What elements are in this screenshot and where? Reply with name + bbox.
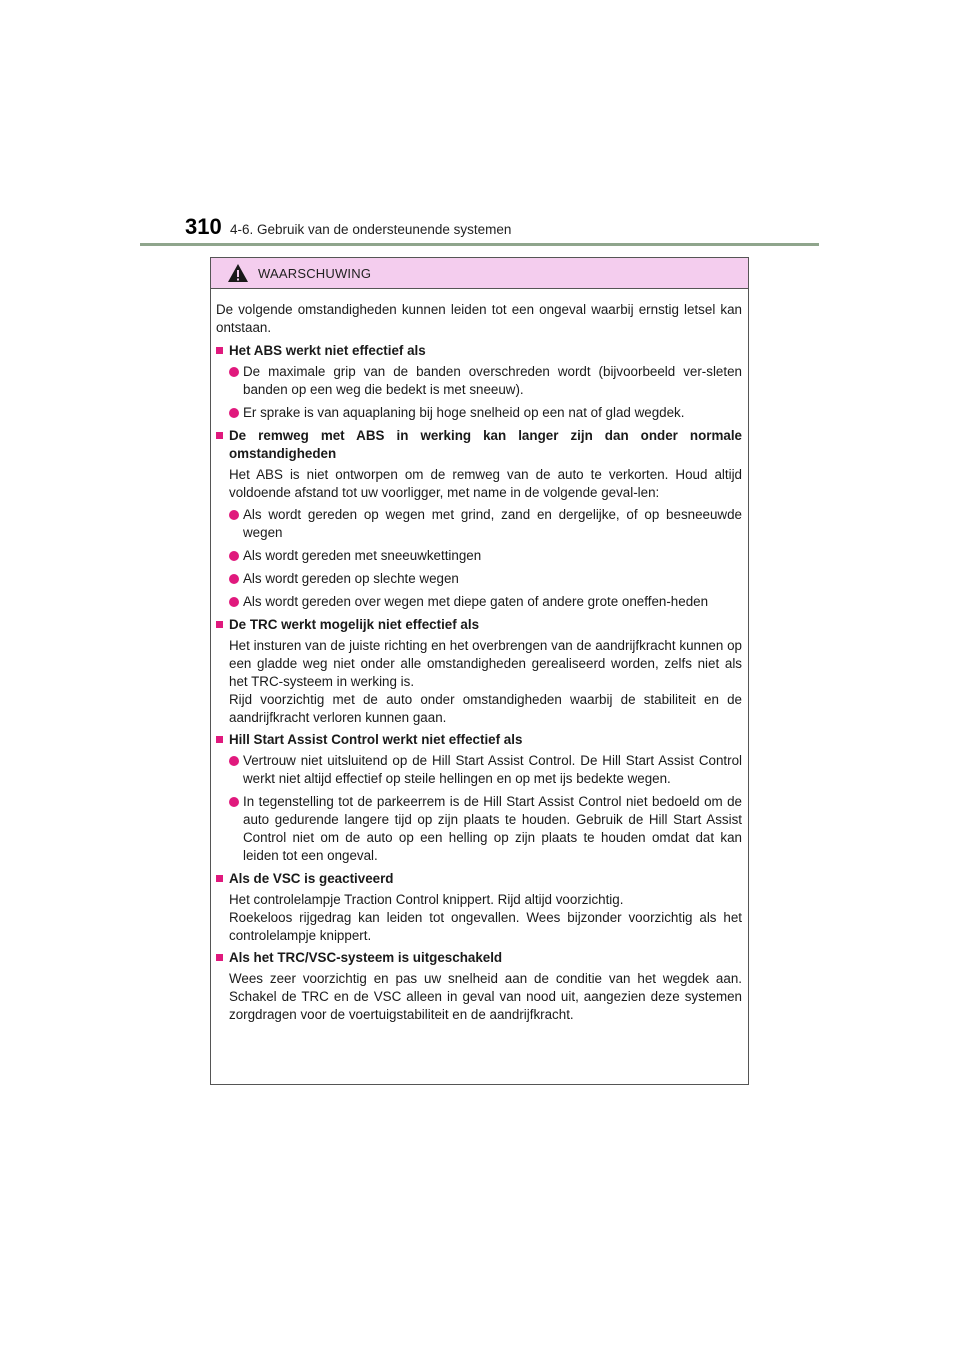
square-bullet-icon <box>216 347 223 354</box>
section-body <box>216 891 742 945</box>
bullet-item <box>216 570 742 588</box>
section-title-text: Als het TRC/VSC-systeem is uitgeschakeld <box>229 950 503 965</box>
section-body <box>216 970 742 1024</box>
round-bullet-icon <box>229 597 239 607</box>
body-paragraph: Rijd voorzichtig met de auto onder omstandigheden waarbij de stabiliteit en de aandrijfkracht verloren kunnen gaan. <box>229 692 742 725</box>
bullet-text: Als wordt gereden over wegen met diepe gaten of andere grote oneffen-heden <box>243 594 709 609</box>
warning-sections <box>216 342 742 1024</box>
bullet-item <box>216 363 742 399</box>
bullet-text: In tegenstelling tot de parkeerrem is de Hill Start Assist Control niet bedoeld om de auto gedurende langere tijd op zijn plaats te houden. Gebruik de Hill Start Assist Control niet om de auto op een helling op zijn plaats te houden omdat dat kan leiden tot een ongeval. <box>243 794 742 863</box>
section-body <box>216 466 742 502</box>
body-paragraph: Het ABS is niet ontworpen om de remweg van de auto te verkorten. Houd altijd voldoende afstand tot uw voorligger, met name in de volgende geval-len: <box>229 467 742 500</box>
section-title-text: Hill Start Assist Control werkt niet effectief als <box>229 732 523 747</box>
round-bullet-icon <box>229 797 239 807</box>
section-body <box>216 637 742 727</box>
body-paragraph: Het insturen van de juiste richting en het overbrengen van de aandrijfkracht kunnen op een gladde weg niet onder alle omstandigheden gerealiseerd worden, zelfs niet als het TRC-systeem in werking is. <box>229 638 742 689</box>
round-bullet-icon <box>229 756 239 766</box>
square-bullet-icon <box>216 875 223 882</box>
section-title-text: Als de VSC is geactiveerd <box>229 871 394 886</box>
body-paragraph: Roekeloos rijgedrag kan leiden tot ongevallen. Wees bijzonder voorzichtig als het controlelampje knippert. <box>229 910 742 943</box>
section-heading <box>216 342 742 360</box>
round-bullet-icon <box>229 367 239 377</box>
section-title: 4-6. Gebruik van de ondersteunende systemen <box>230 222 512 237</box>
warning-box <box>210 257 749 1085</box>
bullet-item <box>216 793 742 865</box>
bullet-text: Vertrouw niet uitsluitend op de Hill Start Assist Control. De Hill Start Assist Control werkt niet altijd effectief op steile hellingen en op met ijs bedekte wegen. <box>243 753 742 786</box>
bullet-text: Als wordt gereden met sneeuwkettingen <box>243 548 482 563</box>
bullet-item <box>216 506 742 542</box>
warning-section <box>216 342 742 422</box>
warning-section <box>216 616 742 727</box>
section-title-text: De TRC werkt mogelijk niet effectief als <box>229 617 480 632</box>
bullet-item <box>216 404 742 422</box>
warning-triangle-icon <box>227 263 249 283</box>
body-paragraph: Het controlelampje Traction Control knippert. Rijd altijd voorzichtig. <box>229 892 624 907</box>
bullet-item <box>216 547 742 565</box>
warning-section <box>216 427 742 611</box>
header-rule <box>140 243 819 246</box>
section-title-text: Het ABS werkt niet effectief als <box>229 343 426 358</box>
page-number: 310 <box>185 214 222 239</box>
warning-section <box>216 870 742 945</box>
bullet-item <box>216 593 742 611</box>
warning-section <box>216 949 742 1024</box>
bullet-text: Als wordt gereden op wegen met grind, zand en dergelijke, of op besneeuwde wegen <box>243 507 742 540</box>
square-bullet-icon <box>216 736 223 743</box>
section-heading <box>216 949 742 967</box>
round-bullet-icon <box>229 510 239 520</box>
round-bullet-icon <box>229 574 239 584</box>
round-bullet-icon <box>229 408 239 418</box>
section-title-text: De remweg met ABS in werking kan langer zijn dan onder normale omstandigheden <box>229 428 742 461</box>
warning-intro: De volgende omstandigheden kunnen leiden tot een ongeval waarbij ernstig letsel kan ontstaan. <box>216 302 742 335</box>
square-bullet-icon <box>216 954 223 961</box>
bullet-text: De maximale grip van de banden overschreden wordt (bijvoorbeeld ver-sleten banden op een weg die bedekt is met sneeuw). <box>243 364 742 397</box>
square-bullet-icon <box>216 432 223 439</box>
warning-section <box>216 731 742 865</box>
bullet-item <box>216 752 742 788</box>
warning-header <box>211 258 748 289</box>
square-bullet-icon <box>216 621 223 628</box>
section-heading <box>216 731 742 749</box>
warning-content <box>211 289 748 1024</box>
bullet-text: Er sprake is van aquaplaning bij hoge snelheid op een nat of glad wegdek. <box>243 405 685 420</box>
section-heading <box>216 427 742 463</box>
warning-label: WAARSCHUWING <box>258 265 372 281</box>
round-bullet-icon <box>229 551 239 561</box>
body-paragraph: Wees zeer voorzichtig en pas uw snelheid aan de conditie van het wegdek aan. Schakel de TRC en de VSC alleen in geval van nood uit, aangezien deze systemen zorgdragen voor de voertuigstabiliteit en de aandrijfkracht. <box>229 971 742 1022</box>
section-heading <box>216 616 742 634</box>
bullet-text: Als wordt gereden op slechte wegen <box>243 571 459 586</box>
section-heading <box>216 870 742 888</box>
